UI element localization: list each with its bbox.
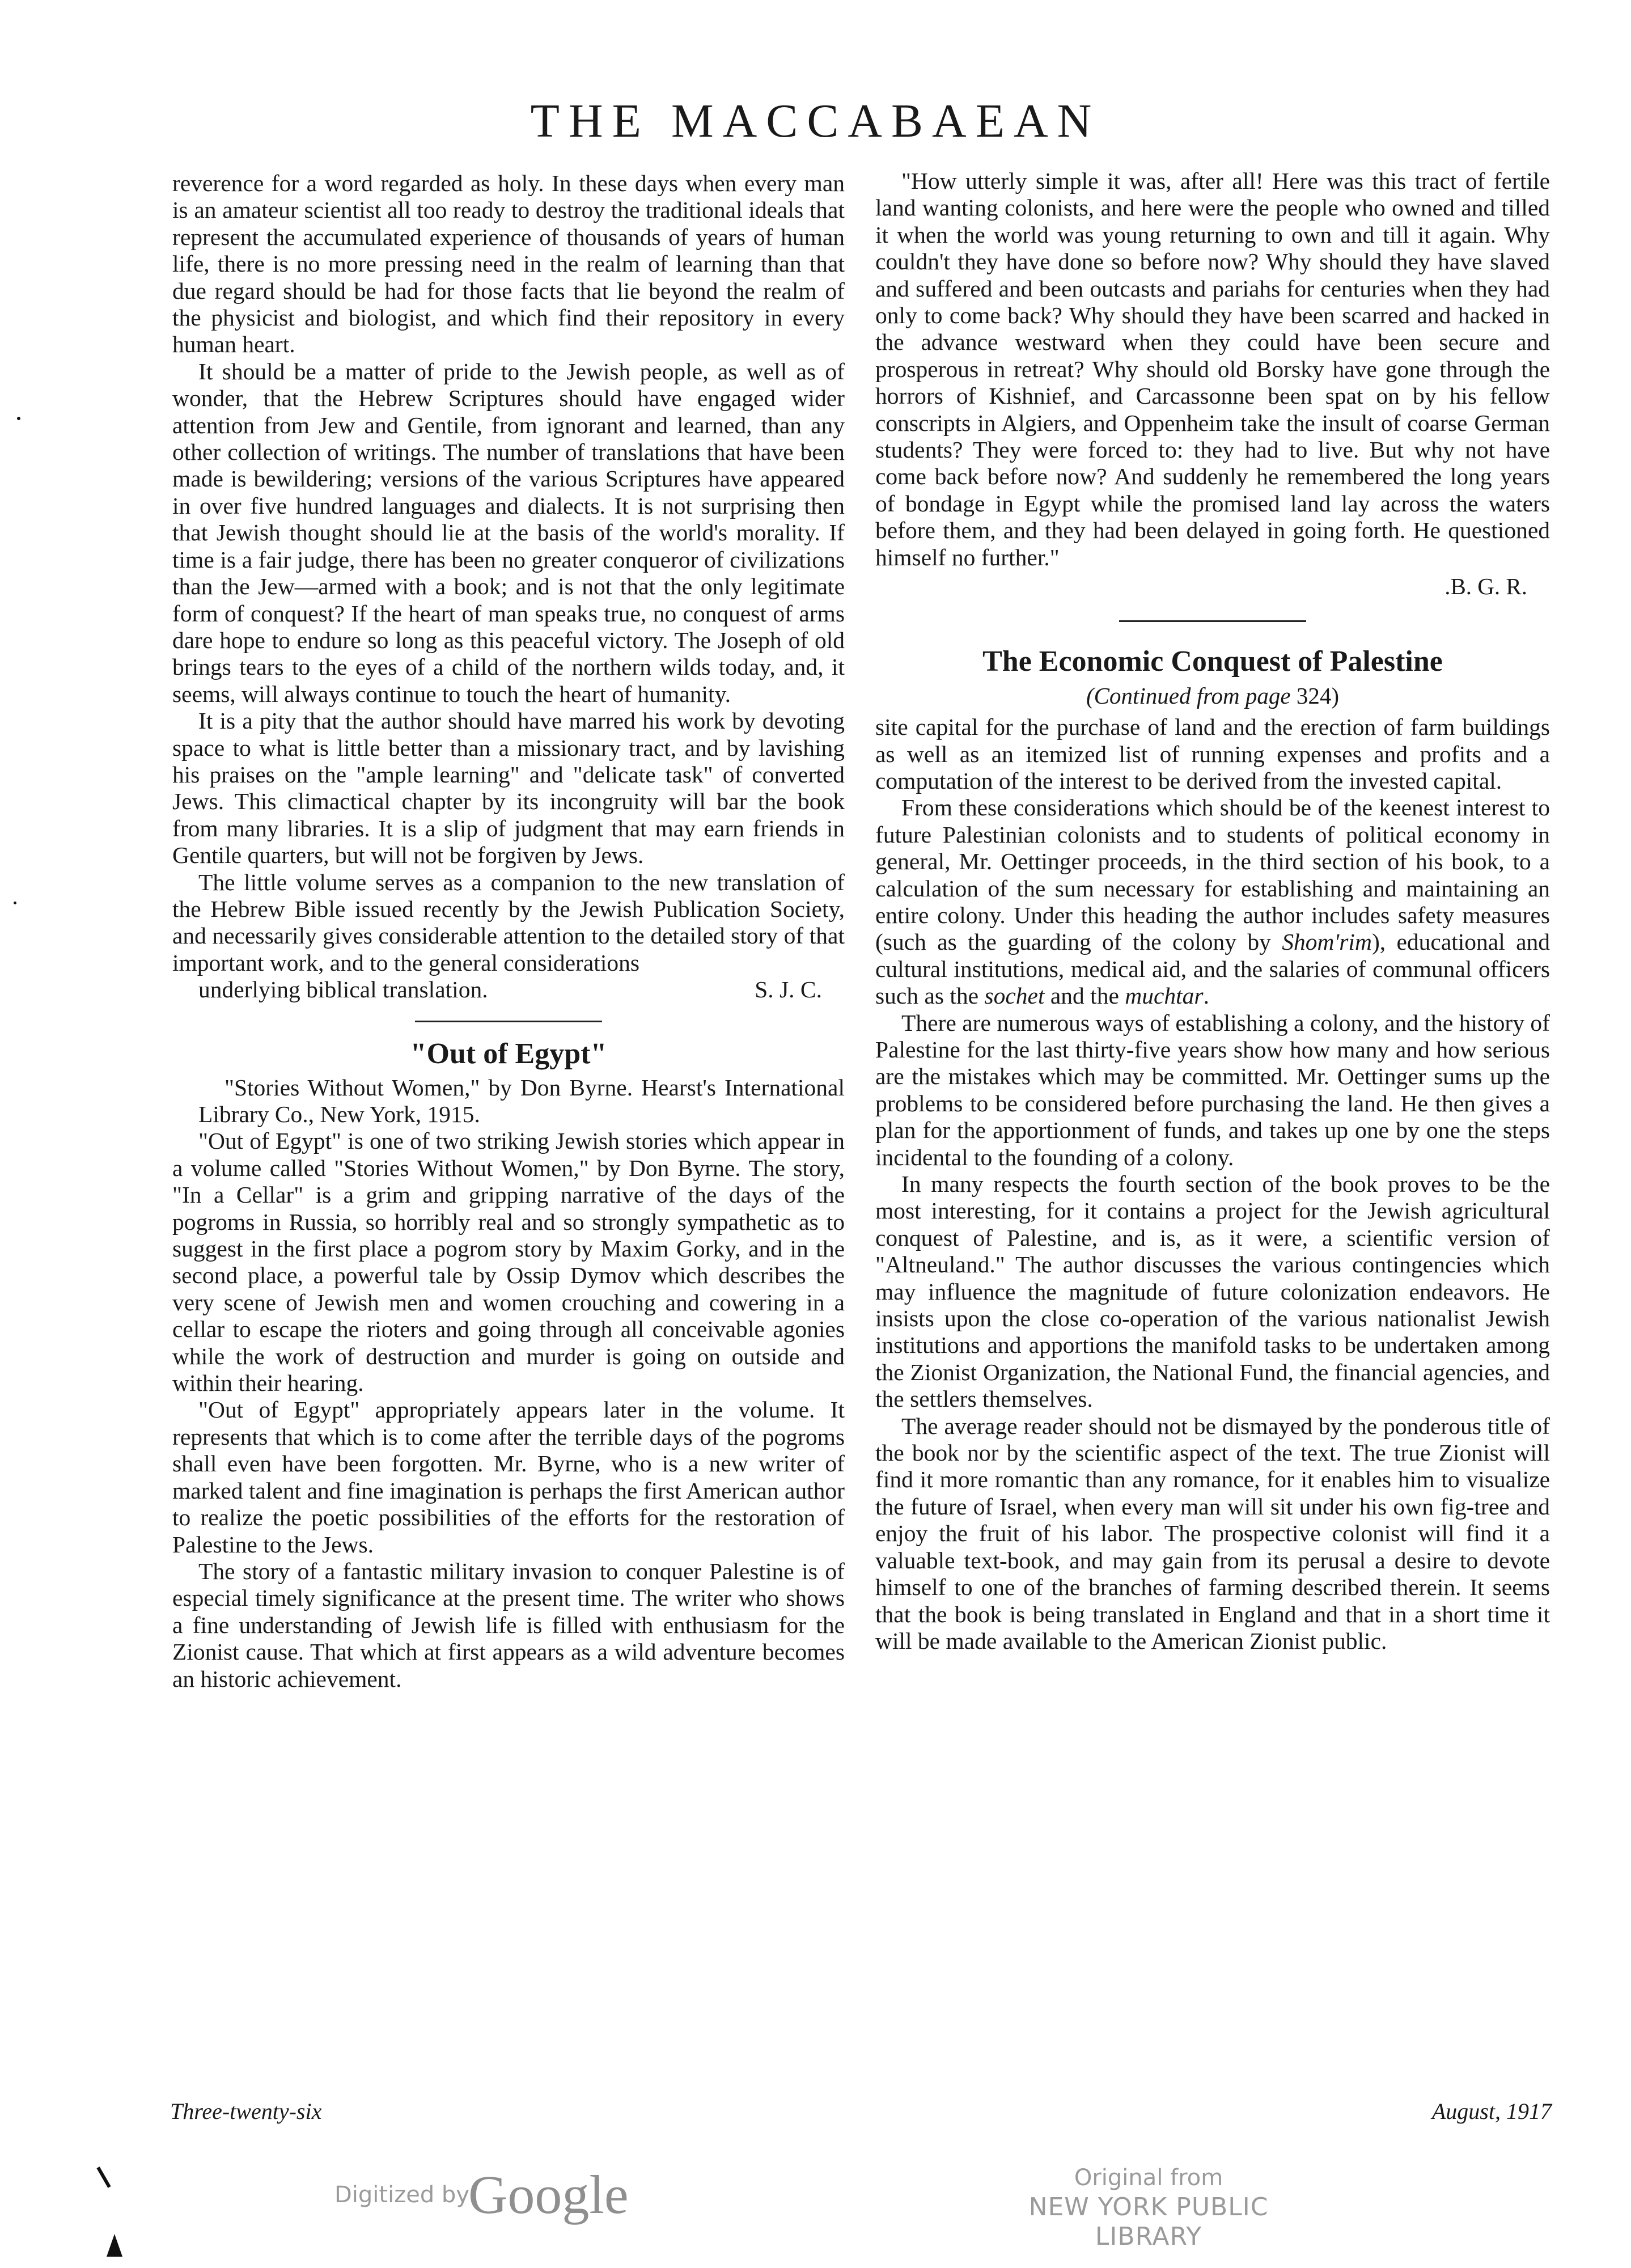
p2-text-b: ), educational and cultural institutions, medical aid, and the salaries of communal officers such as the bbox=[875, 929, 1550, 1009]
economic-opening-paragraph: site capital for the purchase of land and the erection of farm buildings as well as an itemized list of running expenses and profits and a computation of the interest to be derived from the invested capital. bbox=[875, 714, 1550, 794]
issue-date-footer: August, 1917 bbox=[1431, 2098, 1552, 2124]
quote-signature: .B. G. R. bbox=[1444, 573, 1527, 600]
scan-speck bbox=[14, 902, 16, 904]
shomrim-term: Shom'rim bbox=[1282, 929, 1372, 955]
scan-speck bbox=[17, 417, 20, 420]
p2-text-d: . bbox=[1203, 983, 1209, 1009]
left-paragraph-2: It should be a matter of pride to the Jewish people, as well as of wonder, that the Hebrew Scriptures should have engaged wider attention from Jew and Gentile, from ignorant and learned, than any other collection of writings. The number of translations that have been made is bewildering; versions of the various Scriptures have appeared in over five hundred languages and dialects. It is not surprising then that Jewish thought should lie at the basis of the world's morality. If time is a fair judge, there has been no greater conqueror of civilizations than the Jew—armed with a book; and is not that the only legitimate form of conquest? If the heart of man speaks true, no conquest of arms dare hope to endure so long as this peaceful victory. The Joseph of old brings tears to the eyes of a child of the northern wilds today, and, it seems, will always continue to touch the heart of humanity. bbox=[172, 358, 845, 707]
library-credit bbox=[978, 2163, 1319, 2252]
right-column bbox=[875, 168, 1550, 1655]
continued-suffix: ) bbox=[1331, 683, 1340, 709]
original-from-label: Original from bbox=[1074, 2165, 1223, 2191]
continued-page-number: 324 bbox=[1296, 683, 1332, 709]
out-of-egypt-paragraph-2: "Out of Egypt" appropriately appears later in the volume. It represents that which is to come after the terrible days of the pogroms shall even have been forgotten. Mr. Byrne, who is a new writer of marked talent and fine imagination is perhaps the first American author to realize the poetic possibilities of the efforts for the restoration of Palestine to the Jews. bbox=[172, 1397, 845, 1558]
left-paragraph-3: It is a pity that the author should have marred his work by devoting space to what is little better than a missionary tract, and by lavishing his praises on the "ample learning" and "delicate task" of converted Jews. This climactical chapter by its incongruity will bar the book from many libraries. It is a slip of judgment that may earn friends in Gentile quarters, but will not be forgiven by Jews. bbox=[172, 708, 845, 869]
economic-paragraph-3: There are numerous ways of establishing a colony, and the history of Palestine for the last thirty-five years show how many and how serious are the mistakes which may be committed. Mr. Oettinger sums up the problems to be considered before purchasing the land. He then gives a plan for the apportionment of funds, and takes up one by one the steps incidental to the founding of a colony. bbox=[875, 1009, 1550, 1170]
continued-from-note bbox=[875, 682, 1550, 709]
continued-prefix: (Continued from page bbox=[1086, 683, 1291, 709]
left-paragraph-1: reverence for a word regarded as holy. In these days when every man is an amateur scientist all too ready to destroy the traditional ideals that represent the accumulated experience of thousands of years of human life, there is no more pressing need in the realm of learning than that due regard should be had for those facts that lie beyond the realm of the physicist and biologist, and which find their repository in every human heart. bbox=[172, 170, 845, 358]
quote-paragraph: "How utterly simple it was, after all! Here was this tract of fertile land wanting colonists, and here were the people who owned and tilled it when the world was young returning to own and till it again. Why couldn't they have done so before now? Why should they have slaved and suffered and been outcasts and pariahs for centuries when they had only to come back? Why should they have been scarred and hacked in the advance westward when they could have been secure and prosperous in retreat? Why should old Borsky have gone through the horrors of Kishnief, and Carcassonne been spat on by his fellow conscripts in Algiers, and Oppenheim take the insult of coarse German students? They were forced to: they had to live. But why not have come back before now? And suddenly he remembered the long years of bondage in Egypt while the promised land lay across the waters before them, and they had been delayed in going forth. He questioned himself no further." bbox=[875, 168, 1550, 570]
scan-speck bbox=[96, 2167, 111, 2188]
out-of-egypt-paragraph-1: "Out of Egypt" is one of two striking Jewish stories which appear in a volume called "Stories Without Women," by Don Byrne. The story, "In a Cellar" is a grim and gripping narrative of the days of the pogroms in Russia, so horribly real and so strongly sympathetic as to suggest in the first place a pogrom story by Maxim Gorky, and in the second place, a powerful tale by Ossip Dymov which describes the very scene of Jewish men and women crouching and cowering in a cellar to escape the rioters and going through all conceivable agonies while the work of destruction and murder is going on outside and within their hearing. bbox=[172, 1128, 845, 1397]
review-closing-line bbox=[172, 976, 845, 1003]
section-divider bbox=[415, 1021, 602, 1022]
left-column bbox=[172, 170, 845, 1692]
review-signature: S. J. C. bbox=[755, 976, 822, 1003]
economic-paragraph-4: In many respects the fourth section of the book proves to be the most interesting, for it contains a project for the Jewish agricultural conquest of Palestine, and is, as it were, a scientific version of "Altneuland." The author discusses the various contingencies which may influence the magnitude of future colonization endeavors. He insists upon the close co-operation of the various nationalist Jewish institutions and apportions the manifold tasks to be undertaken among the Zionist Organization, the National Fund, the financial agencies, and the settlers themselves. bbox=[875, 1171, 1550, 1412]
sochet-term: sochet bbox=[984, 983, 1045, 1009]
masthead-title: THE MACCABAEAN bbox=[530, 95, 1101, 147]
google-logo: Google bbox=[468, 2164, 629, 2225]
left-paragraph-4: The little volume serves as a companion to the new translation of the Hebrew Bible issued recently by the Jewish Publication Society, and necessarily gives considerable attention to the detailed story of that important work, and to the general considerations bbox=[172, 869, 845, 976]
closing-text: underlying biblical translation. bbox=[198, 976, 488, 1003]
out-of-egypt-title: "Out of Egypt" bbox=[410, 1037, 607, 1070]
scan-speck bbox=[107, 2234, 122, 2257]
out-of-egypt-paragraph-3: The story of a fantastic military invasion to conquer Palestine is of especial timely significance at the present time. The writer who shows a fine understanding of Jewish life is filled with enthusiasm for the Zionist cause. That which at first appears as a wild adventure becomes an historic achievement. bbox=[172, 1558, 845, 1692]
economic-paragraph-5: The average reader should not be dismayed by the ponderous title of the book nor by the scientific aspect of the text. The true Zionist will find it more romantic than any romance, for it enables him to visualize the future of Israel, when every man will sit under his own fig-tree and enjoy the fruit of his labor. The prospective colonist will find it a valuable text-book, and may gain from its perusal a desire to devote himself to one of the branches of farming described therein. It seems that the book is being translated in England and that in a short time it will be made available to the American Zionist public. bbox=[875, 1412, 1550, 1654]
economic-conquest-title: The Economic Conquest of Palestine bbox=[982, 645, 1443, 678]
muchtar-term: muchtar bbox=[1125, 983, 1204, 1009]
library-name: NEW YORK PUBLIC LIBRARY bbox=[1028, 2193, 1269, 2251]
out-of-egypt-bibliography: "Stories Without Women," by Don Byrne. Hearst's International Library Co., New York, 1915. bbox=[198, 1074, 845, 1127]
section-divider bbox=[1119, 620, 1306, 622]
p2-text-c: and the bbox=[1050, 983, 1119, 1009]
economic-paragraph-2 bbox=[875, 794, 1550, 1009]
page-number-footer: Three-twenty-six bbox=[170, 2098, 322, 2124]
digitized-by-label: Digitized by bbox=[334, 2182, 469, 2208]
p2-text-a: From these considerations which should be of the keenest interest to future Palestinian colonists and to students of political economy in general, Mr. Oettinger proceeds, in the third section of his book, to a calculation of the sum necessary for establishing and maintaining an entire colony. Under this heading the author includes safety measures (such as the guarding of the colony by bbox=[875, 794, 1550, 955]
